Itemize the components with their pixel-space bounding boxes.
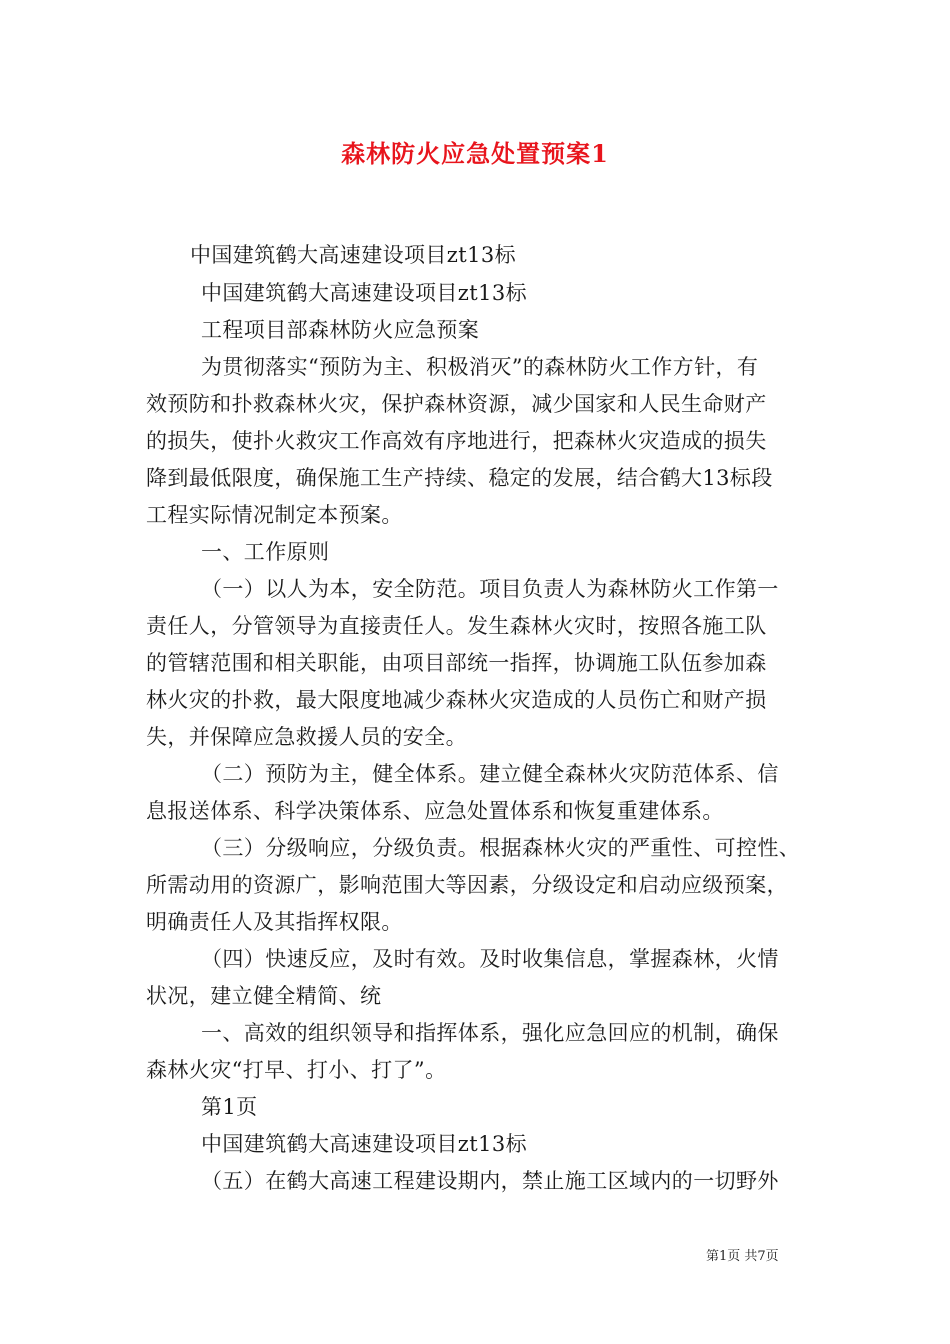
body-line: 效预防和扑救森林火灾，保护森林资源，减少国家和人民生命财产 (146, 392, 767, 416)
body-line: 中国建筑鹤大高速建设项目zt13标 (201, 281, 528, 305)
page-number-footer: 第1页 共7页 (706, 1249, 779, 1264)
body-line: 明确责任人及其指挥权限。 (146, 910, 403, 934)
body-line: 一、高效的组织领导和指挥体系，强化应急回应的机制，确保 (201, 1021, 779, 1045)
body-line: 责任人，分管领导为直接责任人。发生森林火灾时，按照各施工队 (146, 614, 767, 638)
body-line: （四）快速反应，及时有效。及时收集信息，掌握森林，火情 (201, 947, 779, 971)
body-line: 降到最低限度，确保施工生产持续、稳定的发展，结合鹤大13标段 (146, 466, 773, 490)
body-line: 息报送体系、科学决策体系、应急处置体系和恢复重建体系。 (146, 799, 724, 823)
body-line: 状况，建立健全精简、统 (146, 984, 382, 1008)
body-line: （三）分级响应，分级负责。根据森林火灾的严重性、可控性、 (201, 836, 801, 860)
body-line: 的损失，使扑火救灾工作高效有序地进行，把森林火灾造成的损失 (146, 429, 767, 453)
document-title: 森林防火应急处置预案1 (341, 139, 609, 168)
body-line: 工程项目部森林防火应急预案 (201, 318, 480, 342)
body-line: 的管辖范围和相关职能，由项目部统一指挥，协调施工队伍参加森 (146, 651, 767, 675)
body-line: （五）在鹤大高速工程建设期内，禁止施工区域内的一切野外 (201, 1169, 779, 1193)
section-heading: 一、工作原则 (201, 540, 330, 564)
body-line: 工程实际情况制定本预案。 (146, 503, 403, 527)
body-line: （一）以人为本，安全防范。项目负责人为森林防火工作第一 (201, 577, 779, 601)
body-line: 所需动用的资源广，影响范围大等因素，分级设定和启动应级预案， (146, 873, 788, 897)
body-line: 林火灾的扑救，最大限度地减少森林火灾造成的人员伤亡和财产损 (146, 688, 767, 712)
body-line: 中国建筑鹤大高速建设项目zt13标 (190, 243, 517, 267)
body-line: （二）预防为主，健全体系。建立健全森林火灾防范体系、信 (201, 762, 779, 786)
body-line: 失，并保障应急救援人员的安全。 (146, 725, 467, 749)
body-line: 森林火灾“打早、打小、打了”。 (146, 1058, 447, 1082)
body-line: 中国建筑鹤大高速建设项目zt13标 (201, 1132, 528, 1156)
page-marker: 第1页 (201, 1095, 258, 1119)
body-line: 为贯彻落实“预防为主、积极消灭”的森林防火工作方针，有 (201, 355, 759, 379)
